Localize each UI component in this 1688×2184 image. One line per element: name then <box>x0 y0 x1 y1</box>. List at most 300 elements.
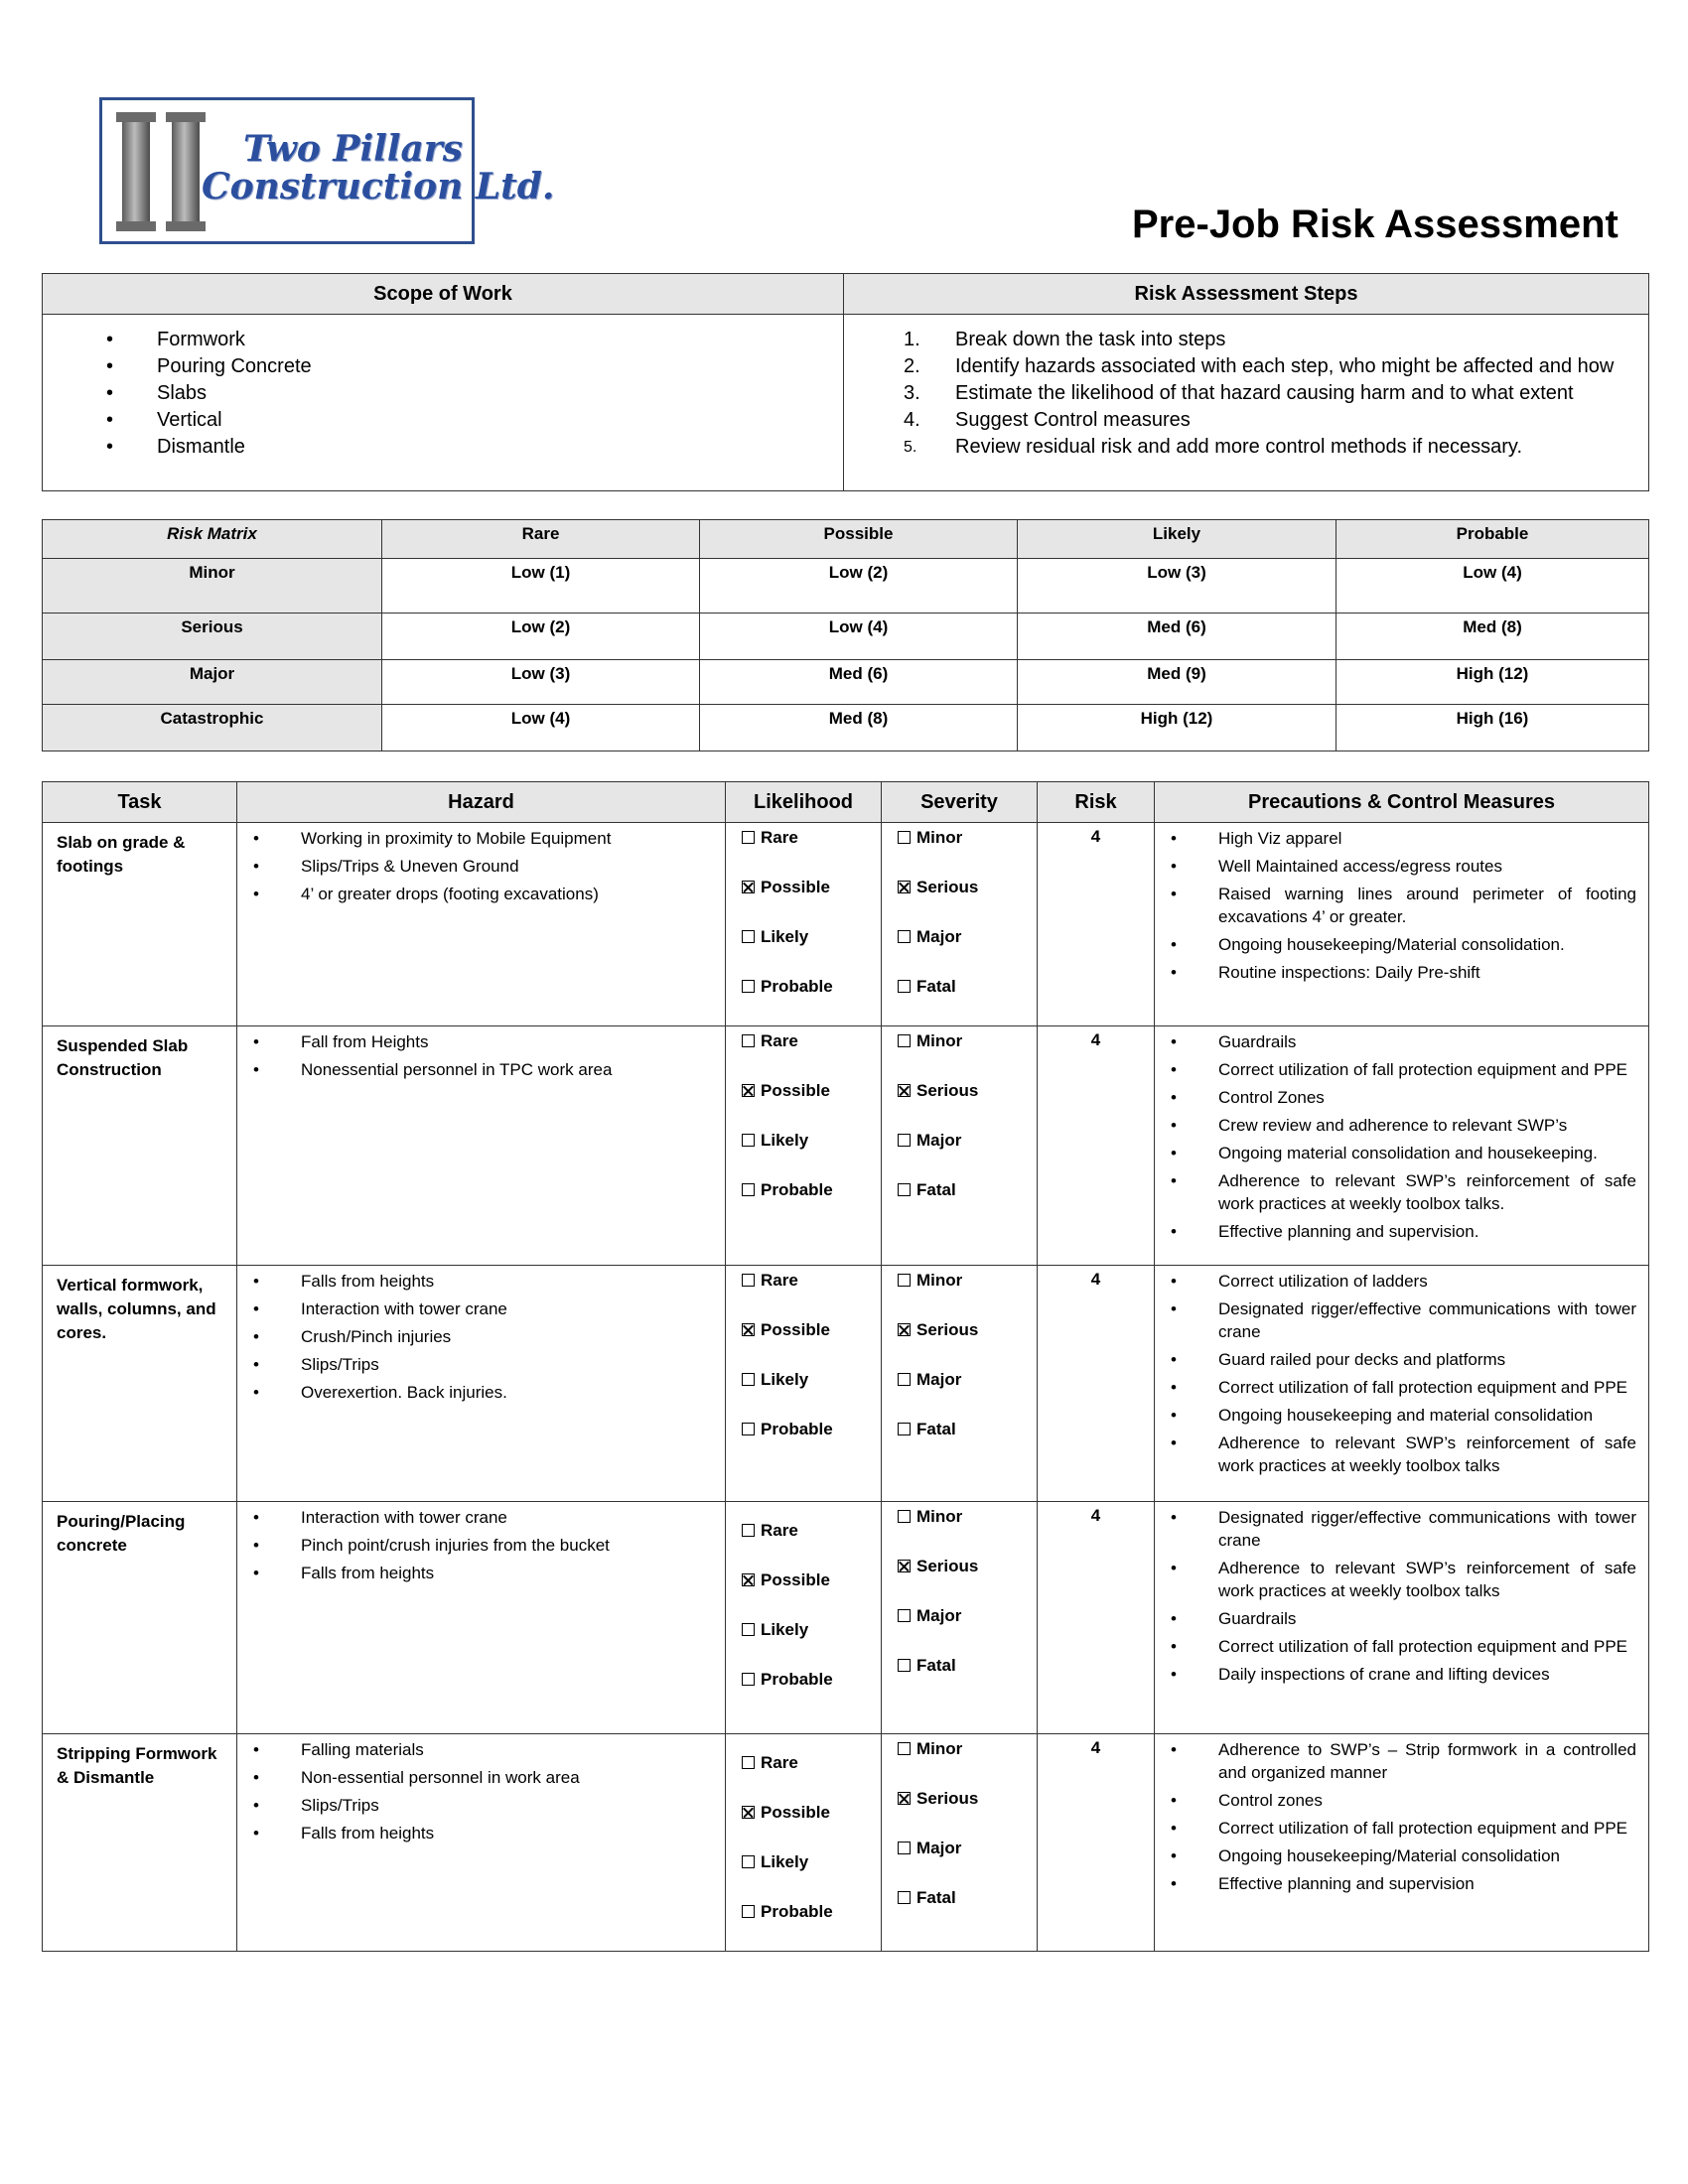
checkbox-icon[interactable] <box>898 1183 911 1196</box>
likelihood-label: Likely <box>761 1620 809 1639</box>
severity-cell <box>882 1026 1038 1266</box>
likelihood-label: Possible <box>761 878 830 896</box>
precaution-item <box>1155 1506 1648 1552</box>
scope-item-text: Slabs <box>157 382 208 404</box>
hazard-text: Slips/Trips & Uneven Ground <box>301 857 519 876</box>
precautions-cell <box>1155 1026 1649 1266</box>
precaution-text: Control zones <box>1218 1791 1323 1810</box>
checked-box-icon[interactable] <box>898 1792 911 1805</box>
task-name: Vertical formwork, walls, columns, and cores. <box>43 1266 237 1502</box>
likelihood-options <box>726 1734 881 1951</box>
severity-options <box>882 1502 1037 1705</box>
bullet-icon: • <box>106 382 114 404</box>
severity-label: Serious <box>916 1557 979 1575</box>
likelihood-options <box>726 823 881 1025</box>
severity-label: Serious <box>916 1081 979 1100</box>
likelihood-cell <box>726 1502 882 1734</box>
checked-box-icon[interactable] <box>898 881 911 893</box>
checkbox-icon[interactable] <box>742 1623 755 1636</box>
precaution-item <box>1155 1844 1648 1867</box>
precaution-text: Guardrails <box>1218 1032 1297 1051</box>
risk-value: 4 <box>1038 1502 1155 1734</box>
precaution-item <box>1155 1663 1648 1686</box>
hazard-list <box>237 1266 725 1405</box>
hazard-text: Nonessential personnel in TPC work area <box>301 1060 613 1079</box>
likelihood-label: Possible <box>761 1570 830 1589</box>
checkbox-icon[interactable] <box>898 1423 911 1435</box>
hazard-item <box>237 1506 725 1530</box>
matrix-row-header: Catastrophic <box>43 705 382 751</box>
bullet-icon: • <box>1171 1874 1177 1893</box>
step-number: 4. <box>904 409 920 431</box>
precaution-text: Correct utilization of ladders <box>1218 1272 1428 1291</box>
precaution-item <box>1155 1817 1648 1840</box>
task-risk-table <box>42 781 1649 1952</box>
severity-option <box>898 877 1037 926</box>
checkbox-icon[interactable] <box>742 930 755 943</box>
bullet-icon: • <box>1171 1406 1177 1425</box>
severity-option <box>898 976 1037 1025</box>
scope-item <box>43 327 843 353</box>
precaution-text: Ongoing housekeeping and material consolidation <box>1218 1406 1594 1425</box>
likelihood-label: Rare <box>761 1753 798 1772</box>
severity-option <box>898 1419 1037 1468</box>
bullet-icon: • <box>253 857 259 876</box>
precaution-item <box>1155 1297 1648 1343</box>
matrix-row <box>43 660 1649 705</box>
likelihood-label: Possible <box>761 1320 830 1339</box>
bullet-icon: • <box>1171 1609 1177 1628</box>
likelihood-option <box>742 1570 881 1619</box>
precaution-text: Ongoing material consolidation and housekeeping. <box>1218 1144 1598 1162</box>
checkbox-icon[interactable] <box>742 1756 755 1769</box>
bullet-icon: • <box>253 1272 259 1291</box>
precaution-item <box>1155 961 1648 984</box>
matrix-cell: Med (8) <box>1336 614 1649 660</box>
scope-item-text: Pouring Concrete <box>157 355 312 377</box>
task-table-header: Likelihood <box>726 782 882 823</box>
bullet-icon: • <box>1171 1032 1177 1051</box>
matrix-cell: High (12) <box>1336 660 1649 705</box>
bullet-icon: • <box>253 1060 259 1079</box>
likelihood-option <box>742 1619 881 1669</box>
hazard-text: Falls from heights <box>301 1272 435 1291</box>
hazard-item <box>237 827 725 851</box>
hazard-text: Fall from Heights <box>301 1032 429 1051</box>
bullet-icon: • <box>1171 1846 1177 1865</box>
precaution-item <box>1155 1872 1648 1895</box>
bullet-icon: • <box>253 1355 259 1374</box>
bullet-icon: • <box>1171 1222 1177 1241</box>
bullet-icon: • <box>1171 963 1177 982</box>
likelihood-label: Probable <box>761 1420 833 1438</box>
scope-item <box>43 353 843 380</box>
bullet-icon: • <box>253 1768 259 1787</box>
precautions-list <box>1155 1026 1648 1243</box>
hazard-text: Interaction with tower crane <box>301 1508 507 1527</box>
checked-box-icon[interactable] <box>898 1084 911 1097</box>
hazard-item <box>237 1562 725 1585</box>
hazard-list <box>237 1502 725 1585</box>
likelihood-label: Likely <box>761 1131 809 1150</box>
hazard-text: Working in proximity to Mobile Equipment <box>301 829 612 848</box>
likelihood-label: Likely <box>761 927 809 946</box>
task-table-header: Precautions & Control Measures <box>1155 782 1649 823</box>
scope-item-text: Vertical <box>157 409 222 431</box>
checked-box-icon[interactable] <box>898 1560 911 1572</box>
task-table-header: Severity <box>882 782 1038 823</box>
checked-box-icon[interactable] <box>742 881 755 893</box>
precaution-text: Routine inspections: Daily Pre-shift <box>1218 963 1480 982</box>
scope-list <box>43 327 843 461</box>
bullet-icon: • <box>253 1327 259 1346</box>
bullet-icon: • <box>1171 1791 1177 1810</box>
step-text: Review residual risk and add more control methods if necessary. <box>955 436 1522 458</box>
bullet-icon: • <box>253 1508 259 1527</box>
precaution-text: Crew review and adherence to relevant SWP’s <box>1218 1116 1568 1135</box>
bullet-icon: • <box>253 1032 259 1051</box>
matrix-column-header: Rare <box>382 520 700 559</box>
hazard-cell <box>237 1502 726 1734</box>
severity-label: Fatal <box>916 1420 956 1438</box>
hazard-item <box>237 1794 725 1818</box>
hazard-item <box>237 1030 725 1054</box>
checkbox-icon[interactable] <box>742 1373 755 1386</box>
step-number: 2. <box>904 355 920 377</box>
bullet-icon: • <box>1171 1116 1177 1135</box>
precaution-item <box>1155 855 1648 878</box>
likelihood-label: Probable <box>761 1670 833 1689</box>
checkbox-icon[interactable] <box>742 980 755 993</box>
severity-label: Fatal <box>916 1656 956 1675</box>
bullet-icon: • <box>253 1796 259 1815</box>
hazard-list <box>237 1026 725 1082</box>
matrix-column-header: Probable <box>1336 520 1649 559</box>
severity-option <box>898 1369 1037 1419</box>
company-logo <box>99 97 555 244</box>
likelihood-options <box>726 1502 881 1718</box>
bullet-icon: • <box>1171 1819 1177 1838</box>
bullet-icon: • <box>253 1564 259 1582</box>
likelihood-label: Rare <box>761 1521 798 1540</box>
checkbox-icon[interactable] <box>742 1423 755 1435</box>
hazard-text: Falls from heights <box>301 1564 435 1582</box>
hazard-item <box>237 1297 725 1321</box>
step-text: Identify hazards associated with each step, who might be affected and how <box>955 355 1615 377</box>
checked-box-icon[interactable] <box>742 1323 755 1336</box>
precaution-text: Ongoing housekeeping/Material consolidation <box>1218 1846 1561 1865</box>
precaution-text: Correct utilization of fall protection equipment and PPE <box>1218 1060 1628 1079</box>
hazard-cell <box>237 1266 726 1502</box>
precaution-item <box>1155 1404 1648 1427</box>
precaution-item <box>1155 1030 1648 1053</box>
severity-options <box>882 1734 1037 1937</box>
hazard-text: 4’ or greater drops (footing excavations) <box>301 885 599 903</box>
logo-text-line1: Two Pillars <box>243 128 464 170</box>
likelihood-option <box>742 1419 881 1468</box>
task-row <box>43 1502 1649 1734</box>
precautions-list <box>1155 1734 1648 1895</box>
checkbox-icon[interactable] <box>898 980 911 993</box>
task-table-header: Task <box>43 782 237 823</box>
precaution-item <box>1155 1058 1648 1081</box>
precaution-text: Adherence to relevant SWP’s reinforcement of safe work practices at weekly toolbox talks. <box>1218 1171 1636 1213</box>
severity-option <box>898 1080 1037 1130</box>
severity-label: Fatal <box>916 1888 956 1907</box>
hazard-item <box>237 883 725 906</box>
likelihood-cell <box>726 1026 882 1266</box>
task-name: Slab on grade & footings <box>43 823 237 1026</box>
hazard-text: Interaction with tower crane <box>301 1299 507 1318</box>
severity-label: Minor <box>916 1507 963 1526</box>
checkbox-icon[interactable] <box>898 1134 911 1147</box>
step-text: Break down the task into steps <box>955 329 1226 350</box>
checkbox-icon[interactable] <box>898 930 911 943</box>
bullet-icon: • <box>1171 1299 1177 1318</box>
hazard-cell <box>237 1734 726 1952</box>
checkbox-icon[interactable] <box>898 831 911 844</box>
likelihood-label: Probable <box>761 977 833 996</box>
checkbox-icon[interactable] <box>898 1891 911 1904</box>
likelihood-cell <box>726 1734 882 1952</box>
precautions-cell <box>1155 1266 1649 1502</box>
precaution-item <box>1155 1220 1648 1243</box>
hazard-text: Slips/Trips <box>301 1796 379 1815</box>
likelihood-option <box>742 1851 881 1901</box>
likelihood-option <box>742 1369 881 1419</box>
matrix-cell: Low (1) <box>382 559 700 614</box>
severity-label: Major <box>916 1606 962 1625</box>
matrix-row-header: Minor <box>43 559 382 614</box>
likelihood-option <box>742 1802 881 1851</box>
pillars-logo-icon <box>114 110 213 233</box>
checkbox-icon[interactable] <box>742 1905 755 1918</box>
severity-option <box>898 1838 1037 1887</box>
severity-label: Serious <box>916 1320 979 1339</box>
likelihood-option <box>742 926 881 976</box>
scope-item-text: Formwork <box>157 329 245 350</box>
page-title: Pre-Job Risk Assessment <box>1132 203 1618 246</box>
precaution-item <box>1155 1142 1648 1164</box>
likelihood-label: Rare <box>761 1271 798 1290</box>
precaution-item <box>1155 827 1648 850</box>
checkbox-icon[interactable] <box>898 1742 911 1755</box>
task-row <box>43 1734 1649 1952</box>
step-item <box>844 407 1648 434</box>
step-item <box>844 434 1648 461</box>
checkbox-icon[interactable] <box>898 1274 911 1287</box>
severity-label: Major <box>916 1370 962 1389</box>
checked-box-icon[interactable] <box>742 1084 755 1097</box>
bullet-icon: • <box>1171 1171 1177 1190</box>
checkbox-icon[interactable] <box>742 1855 755 1868</box>
likelihood-option <box>742 1179 881 1229</box>
hazard-text: Slips/Trips <box>301 1355 379 1374</box>
precaution-text: Control Zones <box>1218 1088 1325 1107</box>
severity-label: Serious <box>916 878 979 896</box>
bullet-icon: • <box>1171 1740 1177 1759</box>
checkbox-icon[interactable] <box>898 1510 911 1523</box>
precaution-text: Adherence to relevant SWP’s reinforcement of safe work practices at weekly toolbox talks <box>1218 1559 1636 1600</box>
hazard-item <box>237 1381 725 1405</box>
bullet-icon: • <box>253 829 259 848</box>
precaution-item <box>1155 1738 1648 1784</box>
matrix-cell: Med (6) <box>700 660 1018 705</box>
matrix-row <box>43 614 1649 660</box>
logo-text-line2: Construction Ltd. <box>202 166 555 207</box>
matrix-cell: High (12) <box>1018 705 1336 751</box>
step-number: 1. <box>904 329 920 350</box>
likelihood-option <box>742 1520 881 1570</box>
bullet-icon: • <box>1171 1665 1177 1684</box>
checked-box-icon[interactable] <box>742 1806 755 1819</box>
precaution-text: Designated rigger/effective communications with tower crane <box>1218 1508 1636 1550</box>
checkbox-icon[interactable] <box>898 1373 911 1386</box>
step-item <box>844 380 1648 407</box>
task-table-header: Risk <box>1038 782 1155 823</box>
hazard-cell <box>237 823 726 1026</box>
matrix-cell: Low (3) <box>1018 559 1336 614</box>
likelihood-label: Rare <box>761 1031 798 1050</box>
severity-cell <box>882 1266 1038 1502</box>
bullet-icon: • <box>1171 1433 1177 1452</box>
checkbox-icon[interactable] <box>742 831 755 844</box>
scope-item <box>43 380 843 407</box>
severity-options <box>882 1026 1037 1229</box>
steps-list <box>844 327 1648 461</box>
bullet-icon: • <box>106 329 114 350</box>
checkbox-icon[interactable] <box>742 1183 755 1196</box>
bullet-icon: • <box>253 1740 259 1759</box>
likelihood-option <box>742 877 881 926</box>
precaution-text: Well Maintained access/egress routes <box>1218 857 1502 876</box>
severity-option <box>898 1887 1037 1937</box>
matrix-row <box>43 705 1649 751</box>
severity-option <box>898 926 1037 976</box>
risk-value: 4 <box>1038 1266 1155 1502</box>
hazard-text: Overexertion. Back injuries. <box>301 1383 507 1402</box>
precaution-text: Daily inspections of crane and lifting devices <box>1218 1665 1550 1684</box>
task-name: Pouring/Placing concrete <box>43 1502 237 1734</box>
checkbox-icon[interactable] <box>898 1609 911 1622</box>
checkbox-icon[interactable] <box>742 1134 755 1147</box>
likelihood-option <box>742 1669 881 1718</box>
step-number: 3. <box>904 382 920 404</box>
checkbox-icon[interactable] <box>742 1524 755 1537</box>
precaution-text: Adherence to SWP’s – Strip formwork in a controlled and organized manner <box>1218 1740 1636 1782</box>
hazard-item <box>237 1270 725 1294</box>
precaution-item <box>1155 1376 1648 1399</box>
hazard-item <box>237 1766 725 1790</box>
bullet-icon: • <box>106 436 114 458</box>
precaution-item <box>1155 1270 1648 1293</box>
matrix-cell: Low (2) <box>382 614 700 660</box>
matrix-cell: Low (4) <box>1336 559 1649 614</box>
precaution-text: Guardrails <box>1218 1609 1297 1628</box>
severity-label: Minor <box>916 1739 963 1758</box>
precaution-text: Effective planning and supervision. <box>1218 1222 1479 1241</box>
bullet-icon: • <box>106 355 114 377</box>
severity-option <box>898 827 1037 877</box>
severity-label: Serious <box>916 1789 979 1808</box>
precaution-item <box>1155 1557 1648 1602</box>
task-row <box>43 1026 1649 1266</box>
matrix-cell: Med (8) <box>700 705 1018 751</box>
checkbox-icon[interactable] <box>898 1034 911 1047</box>
risk-matrix <box>42 519 1649 751</box>
scope-item <box>43 407 843 434</box>
severity-options <box>882 823 1037 1025</box>
likelihood-option <box>742 1901 881 1951</box>
matrix-column-header: Possible <box>700 520 1018 559</box>
checked-box-icon[interactable] <box>742 1573 755 1586</box>
checkbox-icon[interactable] <box>742 1673 755 1686</box>
checked-box-icon[interactable] <box>898 1323 911 1336</box>
bullet-icon: • <box>1171 1272 1177 1291</box>
precaution-text: High Viz apparel <box>1218 829 1342 848</box>
checkbox-icon[interactable] <box>898 1842 911 1854</box>
likelihood-label: Likely <box>761 1852 809 1871</box>
checkbox-icon[interactable] <box>742 1274 755 1287</box>
task-row <box>43 1266 1649 1502</box>
bullet-icon: • <box>1171 1144 1177 1162</box>
bullet-icon: • <box>1171 1508 1177 1527</box>
severity-option <box>898 1506 1037 1556</box>
checkbox-icon[interactable] <box>742 1034 755 1047</box>
severity-option <box>898 1655 1037 1705</box>
task-header-row <box>43 782 1649 823</box>
precaution-item <box>1155 1114 1648 1137</box>
precaution-item <box>1155 1635 1648 1658</box>
precaution-item <box>1155 883 1648 928</box>
hazard-item <box>237 1325 725 1349</box>
task-name: Stripping Formwork & Dismantle <box>43 1734 237 1952</box>
hazard-item <box>237 1534 725 1558</box>
hazard-text: Pinch point/crush injuries from the bucket <box>301 1536 610 1555</box>
precaution-item <box>1155 1348 1648 1371</box>
hazard-list <box>237 1734 725 1845</box>
bullet-icon: • <box>1171 1088 1177 1107</box>
precaution-item <box>1155 1789 1648 1812</box>
precautions-list <box>1155 1266 1648 1477</box>
hazard-item <box>237 1353 725 1377</box>
bullet-icon: • <box>106 409 114 431</box>
precaution-text: Raised warning lines around perimeter of footing excavations 4’ or greater. <box>1218 885 1636 926</box>
bullet-icon: • <box>1171 1350 1177 1369</box>
likelihood-label: Rare <box>761 828 798 847</box>
hazard-text: Falling materials <box>301 1740 424 1759</box>
likelihood-options <box>726 1026 881 1229</box>
severity-label: Minor <box>916 1031 963 1050</box>
likelihood-label: Possible <box>761 1081 830 1100</box>
matrix-cell: Med (6) <box>1018 614 1336 660</box>
checkbox-icon[interactable] <box>898 1659 911 1672</box>
severity-options <box>882 1266 1037 1468</box>
bullet-icon: • <box>253 1383 259 1402</box>
hazard-text: Non-essential personnel in work area <box>301 1768 580 1787</box>
likelihood-cell <box>726 1266 882 1502</box>
precaution-text: Ongoing housekeeping/Material consolidation. <box>1218 935 1565 954</box>
bullet-icon: • <box>253 1299 259 1318</box>
severity-label: Minor <box>916 1271 963 1290</box>
precaution-text: Correct utilization of fall protection equipment and PPE <box>1218 1378 1628 1397</box>
matrix-row-header: Serious <box>43 614 382 660</box>
severity-label: Fatal <box>916 1180 956 1199</box>
severity-label: Major <box>916 927 962 946</box>
severity-option <box>898 1030 1037 1080</box>
precaution-text: Correct utilization of fall protection equipment and PPE <box>1218 1637 1628 1656</box>
likelihood-option <box>742 1130 881 1179</box>
